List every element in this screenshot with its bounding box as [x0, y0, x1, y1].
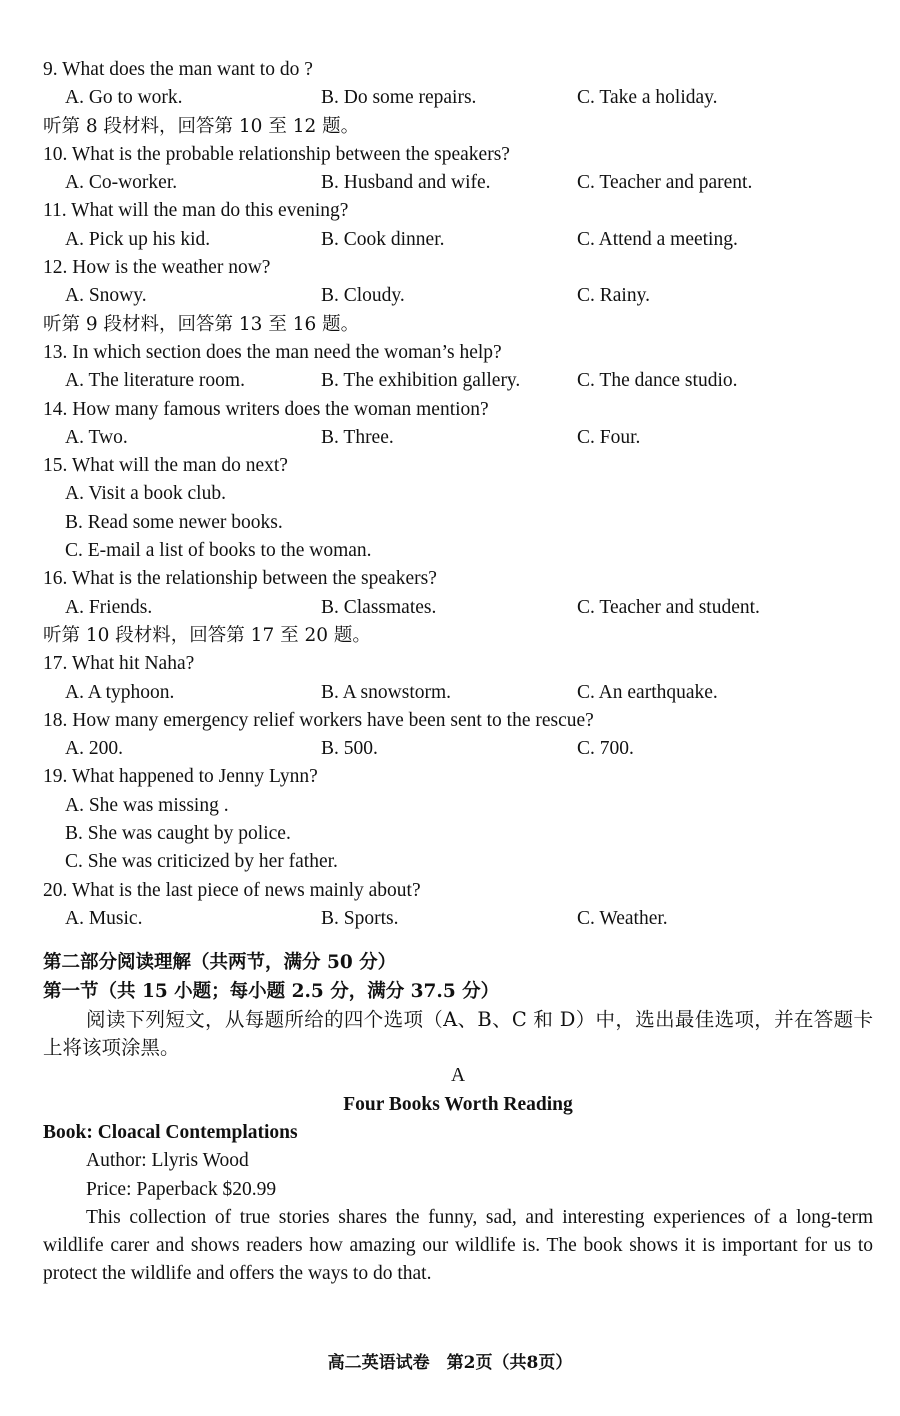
- option-c: C. Four.: [577, 426, 641, 448]
- option-row: [43, 905, 873, 933]
- option-row: [43, 84, 873, 112]
- option-b: B. Classmates.: [321, 596, 437, 618]
- question: 12. How is the weather now?: [43, 257, 271, 279]
- option-b: B. Do some repairs.: [321, 87, 477, 109]
- passage-letter: A: [450, 1065, 466, 1087]
- option-b: B. Three.: [321, 426, 394, 448]
- option-a: A. Friends.: [65, 596, 153, 618]
- page-footer: 高二英语试卷 第2页（共8页）: [327, 1353, 573, 1373]
- option-c: C. 700.: [577, 738, 634, 760]
- option-a: A. Go to work.: [65, 87, 183, 109]
- option-row: [43, 679, 873, 707]
- option-a: A. Co-worker.: [65, 172, 178, 194]
- part2-heading: 第二部分阅读理解（共两节，满分 50 分）: [43, 952, 397, 974]
- option-a: A. A typhoon.: [65, 681, 175, 703]
- question: 15. What will the man do next?: [43, 455, 288, 477]
- option-b: B. Husband and wife.: [321, 172, 491, 194]
- option-c: C. Teacher and parent.: [577, 172, 753, 194]
- section1-heading: 第一节（共 15 小题；每小题 2.5 分，满分 37.5 分）: [43, 980, 500, 1002]
- option-line: C. E-mail a list of books to the woman.: [65, 540, 372, 562]
- passage-title: Four Books Worth Reading: [343, 1093, 573, 1115]
- question: 11. What will the man do this evening?: [43, 200, 349, 222]
- option-row: [43, 594, 873, 622]
- option-row: [43, 169, 873, 197]
- option-b: B. Cloudy.: [321, 285, 405, 307]
- question: 14. How many famous writers does the woman mention?: [43, 398, 489, 420]
- section-instruction: 听第 9 段材料，回答第 13 至 16 题。: [43, 313, 360, 335]
- option-row: [43, 735, 873, 763]
- question: 9. What does the man want to do ?: [43, 59, 313, 80]
- option-line: A. Visit a book club.: [65, 483, 226, 505]
- option-c: C. Take a holiday.: [577, 87, 718, 109]
- option-row: [43, 226, 873, 254]
- option-a: A. 200.: [65, 738, 123, 760]
- question: 17. What hit Naha?: [43, 653, 195, 675]
- section-instruction: 听第 10 段材料，回答第 17 至 20 题。: [43, 624, 371, 646]
- option-c: C. Attend a meeting.: [577, 228, 738, 250]
- option-b: B. Sports.: [321, 907, 399, 929]
- option-b: B. Cook dinner.: [321, 228, 445, 250]
- book-price: Price: Paperback $20.99: [86, 1178, 277, 1200]
- question: 16. What is the relationship between the speakers?: [43, 568, 437, 590]
- book-author: Author: Llyris Wood: [86, 1150, 249, 1172]
- option-c: C. Teacher and student.: [577, 596, 760, 618]
- question: 10. What is the probable relationship between the speakers?: [43, 143, 510, 165]
- section-instruction: 听第 8 段材料，回答第 10 至 12 题。: [43, 115, 360, 137]
- option-b: B. 500.: [321, 738, 378, 760]
- book-label: Book: Cloacal Contemplations: [43, 1121, 298, 1143]
- option-row: [43, 282, 873, 310]
- option-line: B. Read some newer books.: [65, 511, 283, 533]
- option-line: A. She was missing .: [65, 794, 229, 816]
- option-line: C. She was criticized by her father.: [65, 851, 338, 873]
- option-a: A. Music.: [65, 907, 143, 929]
- question: 19. What happened to Jenny Lynn?: [43, 766, 318, 788]
- exam-page: [43, 56, 873, 1289]
- option-c: C. An earthquake.: [577, 681, 718, 703]
- option-b: B. The exhibition gallery.: [321, 370, 521, 392]
- option-row: [43, 367, 873, 395]
- option-c: C. Rainy.: [577, 285, 650, 307]
- option-b: B. A snowstorm.: [321, 681, 452, 703]
- listening-questions: [43, 56, 873, 933]
- option-row: [43, 424, 873, 452]
- question: 13. In which section does the man need the woman’s help?: [43, 341, 502, 363]
- question: 18. How many emergency relief workers have been sent to the rescue?: [43, 709, 594, 731]
- option-c: C. Weather.: [577, 907, 668, 929]
- option-c: C. The dance studio.: [577, 370, 738, 392]
- reading-instruction: 阅读下列短文，从每题所给的四个选项（A、B、C 和 D）中，选出最佳选项，并在答题卡上将该项涂黑。: [43, 1007, 873, 1060]
- option-a: A. Snowy.: [65, 285, 147, 307]
- option-a: A. Pick up his kid.: [65, 228, 211, 250]
- option-a: A. Two.: [65, 426, 128, 448]
- book-description: This collection of true stories shares the funny, sad, and interesting experiences of a long-term wildlife carer and shows readers how amazing our wildlife is. The book shows it is important for us to protect the wildlife and offers the ways to do that.: [43, 1206, 873, 1285]
- option-a: A. The literature room.: [65, 370, 245, 392]
- question: 20. What is the last piece of news mainly about?: [43, 879, 421, 901]
- option-line: B. She was caught by police.: [65, 823, 291, 845]
